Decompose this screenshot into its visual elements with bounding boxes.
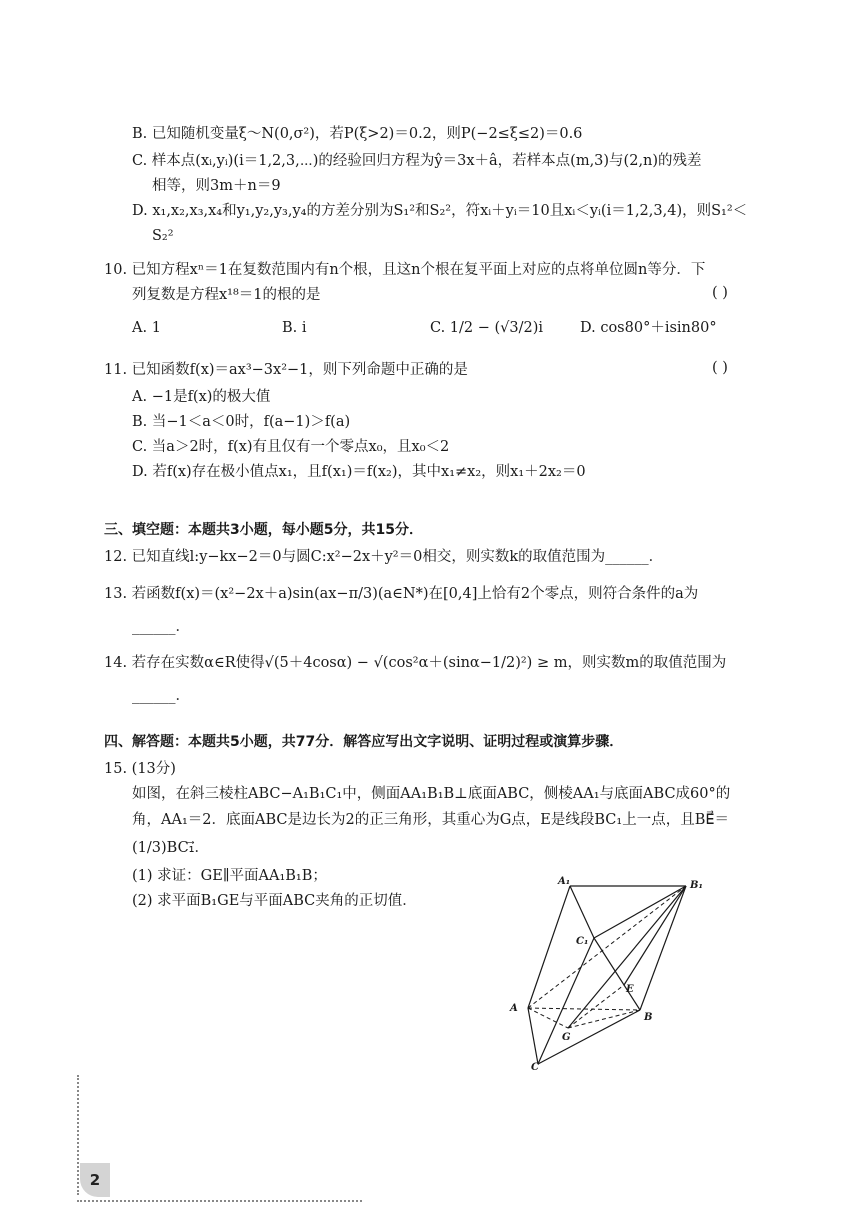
footer-dotted-vertical bbox=[77, 1075, 79, 1195]
q15-head: 15. (13分) bbox=[104, 761, 176, 777]
hidden-a-b1 bbox=[528, 886, 686, 1008]
q14-line2: ______． bbox=[132, 688, 190, 704]
section4-title: 四、解答题：本题共5小题，共77分．解答应写出文字说明、证明过程或演算步骤． bbox=[104, 734, 624, 750]
prism-figure bbox=[500, 868, 720, 1073]
label-c: C bbox=[531, 1062, 539, 1073]
q10-option-c: C. 1/2 − (√3/2)i bbox=[430, 320, 544, 336]
q10-stem-line2: 列复数是方程x¹⁸＝1的根的是 bbox=[132, 287, 321, 303]
q9-option-b: B. 已知随机变量ξ～N(0,σ²)，若P(ξ>2)＝0.2，则P(−2≤ξ≤2)＝0.6 bbox=[132, 126, 583, 142]
hidden-g-e bbox=[568, 985, 624, 1028]
edge-a-a1 bbox=[528, 886, 570, 1008]
section3-title: 三、填空题：本题共3小题，每小题5分，共15分． bbox=[104, 522, 423, 538]
q9-option-c-line2: 相等，则3m＋n＝9 bbox=[152, 178, 281, 194]
q14-line1: 14. 若存在实数α∈R使得√(5＋4cosα) − √(cos²α＋(sinα−1/2)²) ≥ m，则实数m的取值范围为 bbox=[104, 655, 727, 671]
q10-option-b: B. i bbox=[282, 320, 307, 336]
footer-dotted-horizontal bbox=[77, 1200, 362, 1202]
edge-a-c bbox=[528, 1008, 538, 1064]
label-e: E bbox=[626, 984, 634, 995]
q9-option-d-line2: S₂² bbox=[152, 228, 174, 244]
q11-answer-paren: ( ) bbox=[712, 360, 728, 376]
label-a: A bbox=[510, 1003, 518, 1014]
edge-c-c1 bbox=[538, 938, 594, 1064]
label-a1: A₁ bbox=[558, 876, 571, 887]
q10-stem-line1: 10. 已知方程xⁿ＝1在复数范围内有n个根，且这n个根在复平面上对应的点将单位圆n等分．下 bbox=[104, 262, 706, 278]
label-g: G bbox=[562, 1032, 571, 1043]
q10-option-d: D. cos80°＋isin80° bbox=[580, 320, 717, 336]
hidden-g-b bbox=[568, 1010, 640, 1028]
q15-part1: (1) 求证：GE∥平面AA₁B₁B； bbox=[132, 868, 327, 884]
q13-line2: ______． bbox=[132, 619, 190, 635]
q10-option-a: A. 1 bbox=[132, 320, 161, 336]
q13-line1: 13. 若函数f(x)＝(x²−2x＋a)sin(ax−π/3)(a∈N*)在[0,4]上恰有2个零点，则符合条件的a为 bbox=[104, 586, 699, 602]
q9-option-d-line1: D. x₁,x₂,x₃,x₄和y₁,y₂,y₃,y₄的方差分别为S₁²和S₂²，符xᵢ＋yᵢ＝10且xᵢ＜yᵢ(i＝1,2,3,4)，则S₁²＜ bbox=[132, 203, 748, 219]
q10-answer-paren: ( ) bbox=[712, 285, 728, 301]
q15-stem-line2: 角，AA₁＝2．底面ABC是边长为2的正三角形，其重心为G点，E是线段BC₁上一点，且BE⃗＝ bbox=[132, 812, 730, 828]
q9-option-c-line1: C. 样本点(xᵢ,yᵢ)(i＝1,2,3,⋯)的经验回归方程为ŷ＝3x＋â，若样本点(m,3)与(2,n)的残差 bbox=[132, 153, 702, 169]
edge-c1-b1 bbox=[594, 886, 686, 938]
label-b: B bbox=[644, 1012, 653, 1023]
edge-c-b bbox=[538, 1010, 640, 1064]
page-number: 2 bbox=[89, 1171, 101, 1189]
edge-a1-c1 bbox=[570, 886, 594, 938]
q11-option-a: A. −1是f(x)的极大值 bbox=[132, 389, 271, 405]
q11-stem: 11. 已知函数f(x)＝ax³−3x²−1，则下列命题中正确的是 bbox=[104, 362, 468, 378]
label-b1: B₁ bbox=[690, 880, 703, 891]
page-number-badge bbox=[80, 1163, 110, 1197]
q12: 12. 已知直线l:y−kx−2＝0与圆C:x²−2x＋y²＝0相交，则实数k的取值范围为______． bbox=[104, 549, 664, 565]
label-c1: C₁ bbox=[576, 936, 589, 947]
q11-option-d: D. 若f(x)存在极小值点x₁，且f(x₁)＝f(x₂)，其中x₁≠x₂，则x₁＋2x₂＝0 bbox=[132, 464, 586, 480]
q11-option-c: C. 当a＞2时，f(x)有且仅有一个零点x₀，且x₀＜2 bbox=[132, 439, 450, 455]
q15-stem-line3: (1/3)BC₁⃗． bbox=[132, 840, 209, 856]
q11-option-b: B. 当−1＜a＜0时，f(a−1)＞f(a) bbox=[132, 414, 351, 430]
q15-stem-line1: 如图，在斜三棱柱ABC−A₁B₁C₁中，侧面AA₁B₁B⊥底面ABC，侧棱AA₁与底面ABC成60°的 bbox=[132, 786, 731, 802]
q15-part2: (2) 求平面B₁GE与平面ABC夹角的正切值． bbox=[132, 893, 417, 909]
